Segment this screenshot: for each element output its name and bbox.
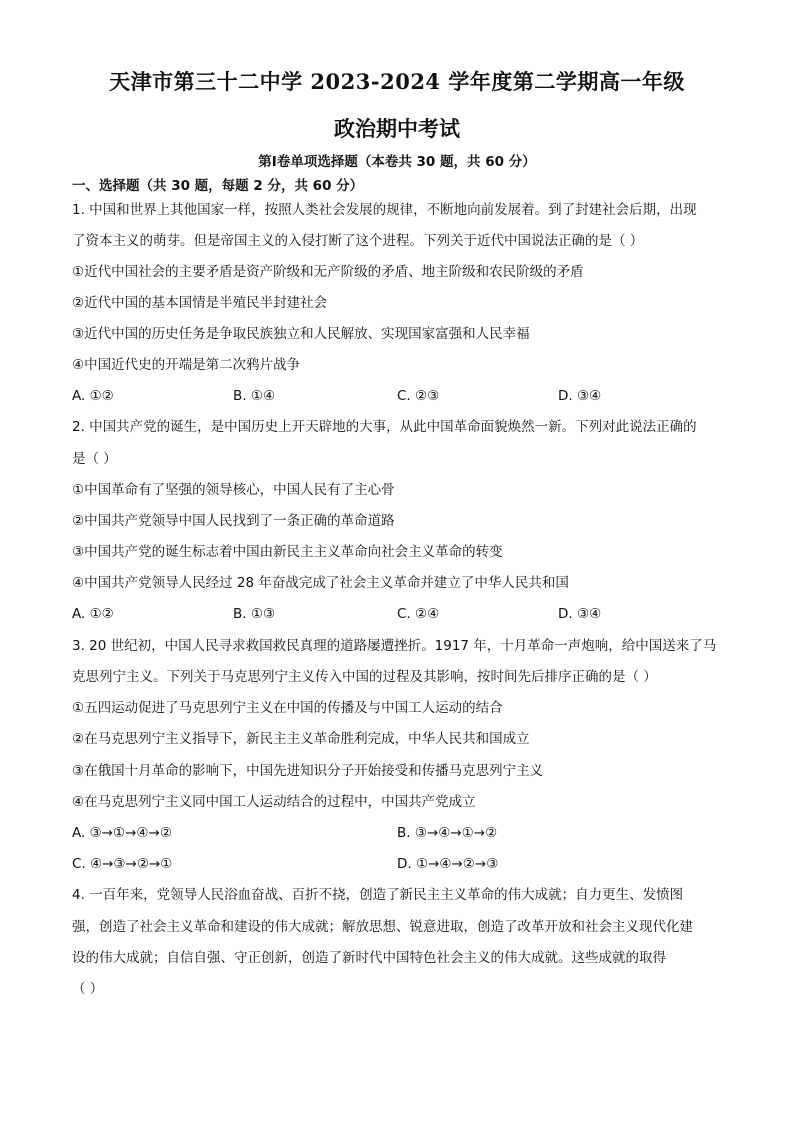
q1-stem-line: 1. 中国和世界上其他国家一样，按照人类社会发展的规律，不断地向前发展着。到了封建社会后期，出现 [72,202,697,218]
exam-title: 天津市第三十二中学 2023-2024 学年度第二学期高一年级 [109,69,685,94]
section-title: 第Ⅰ卷单项选择题（本卷共 30 题，共 60 分） [258,154,536,170]
q1-option-b[interactable]: B. ①④ [233,388,276,404]
q1-statement: ①近代中国社会的主要矛盾是资产阶级和无产阶级的矛盾、地主阶级和农民阶级的矛盾 [72,264,584,280]
q1-stem-line: 了资本主义的萌芽。但是帝国主义的入侵打断了这个进程。下列关于近代中国说法正确的是（ ） [72,233,644,249]
q3-stem-line: 克思列宁主义。下列关于马克思列宁主义传入中国的过程及其影响，按时间先后排序正确的是（ ） [72,669,657,685]
q1-statement: ②近代中国的基本国情是半殖民半封建社会 [72,295,328,311]
q4-stem-line: （ ） [72,981,104,997]
q3-statement: ①五四运动促进了马克思列宁主义在中国的传播及与中国工人运动的结合 [72,700,503,716]
q3-option-a[interactable]: A. ③→①→④→② [72,825,172,841]
q2-stem-line: 2. 中国共产党的诞生，是中国历史上开天辟地的大事，从此中国革命面貌焕然一新。下列对此说法正确的 [72,419,697,435]
q1-option-a[interactable]: A. ①② [72,388,114,404]
part-title: 一、选择题（共 30 题，每题 2 分，共 60 分） [72,178,364,194]
q3-statement: ④在马克思列宁主义同中国工人运动结合的过程中，中国共产党成立 [72,794,476,810]
q2-statement: ②中国共产党领导中国人民找到了一条正确的革命道路 [72,513,395,529]
q1-statement: ④中国近代史的开端是第二次鸦片战争 [72,357,301,373]
q3-option-d[interactable]: D. ①→④→②→③ [397,856,499,872]
q1-option-d[interactable]: D. ③④ [558,388,602,404]
q1-statement: ③近代中国的历史任务是争取民族独立和人民解放、实现国家富强和人民幸福 [72,326,530,342]
q3-option-c[interactable]: C. ④→③→②→① [72,856,173,872]
q2-statement: ④中国共产党领导人民经过 28 年奋战完成了社会主义革命并建立了中华人民共和国 [72,575,569,591]
q4-stem-line: 强，创造了社会主义革命和建设的伟大成就；解放思想、锐意进取，创造了改革开放和社会主义现代化建 [72,919,693,935]
q3-stem-line: 3. 20 世纪初，中国人民寻求救国救民真理的道路屡遭挫折。1917 年，十月革命一声炮响，给中国送来了马 [72,638,717,654]
q3-statement: ③在俄国十月革命的影响下，中国先进知识分子开始接受和传播马克思列宁主义 [72,763,544,779]
q4-stem-line: 设的伟大成就；自信自强、守正创新，创造了新时代中国特色社会主义的伟大成就。这些成就的取得 [72,950,666,966]
q3-option-b[interactable]: B. ③→④→①→② [397,825,498,841]
q2-option-b[interactable]: B. ①③ [233,606,276,622]
q1-option-c[interactable]: C. ②③ [397,388,440,404]
q2-statement: ①中国革命有了坚强的领导核心，中国人民有了主心骨 [72,482,395,498]
q2-stem-line: 是（ ） [72,451,117,467]
q3-statement: ②在马克思列宁主义指导下，新民主主义革命胜利完成，中华人民共和国成立 [72,731,530,747]
q2-option-d[interactable]: D. ③④ [558,606,602,622]
q2-statement: ③中国共产党的诞生标志着中国由新民主主义革命向社会主义革命的转变 [72,544,503,560]
exam-subtitle: 政治期中考试 [334,116,460,141]
q2-option-c[interactable]: C. ②④ [397,606,440,622]
q4-stem-line: 4. 一百年来，党领导人民浴血奋战、百折不挠，创造了新民主主义革命的伟大成就；自力更生、发愤图 [72,887,684,903]
q2-option-a[interactable]: A. ①② [72,606,114,622]
